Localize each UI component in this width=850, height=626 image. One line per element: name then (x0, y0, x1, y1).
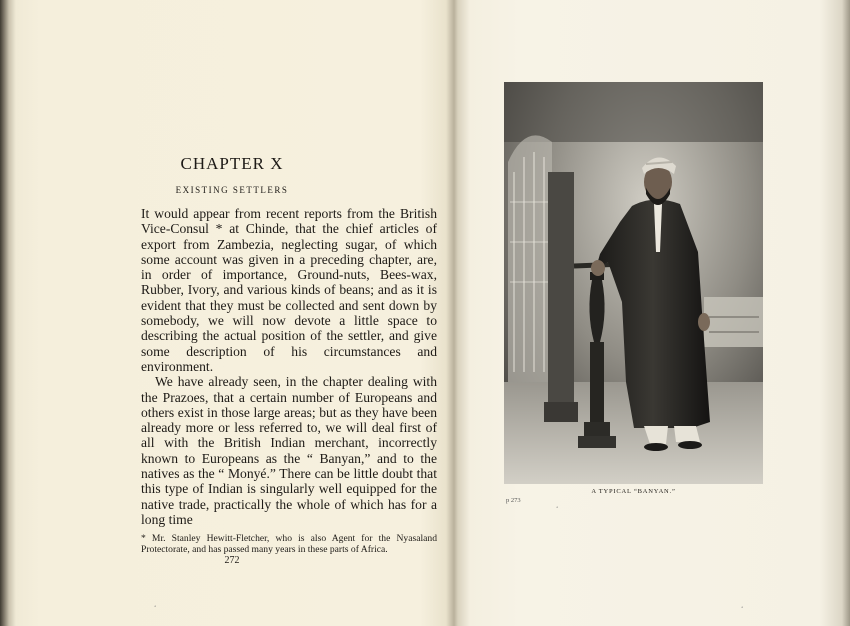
chapter-subtitle: EXISTING SETTLERS (175, 185, 289, 195)
portrait-photograph (504, 82, 763, 484)
page-number: 272 (224, 555, 240, 566)
left-page (12, 0, 452, 626)
photo-plate (504, 82, 763, 484)
margin-mark: ‘ (154, 604, 157, 612)
body-text (141, 206, 437, 527)
chapter-title: CHAPTER X (180, 154, 284, 173)
paragraph-1: It would appear from recent reports from the British Vice-Consul * at Chinde, that the chief articles of export from Zambezia, neglecting sugar, of which some account was given in a preceding chapter, are, in order of importance, Ground-nuts, Bees-wax, Rubber, Ivory, and various kinds of beans; and as it is evident that they must be collected and sent down by somebody, we will now devote a little space to describing the actual position of the settler, and give some description of his circumstances and environment. (141, 206, 437, 374)
plate-caption: A TYPICAL “BANYAN.” (591, 488, 676, 495)
margin-mark: ‘ (741, 605, 744, 613)
footnote: * Mr. Stanley Hewitt-Fletcher, who is also Agent for the Nyasaland Protectorate, and has passed many years in these parts of Africa. (141, 533, 437, 555)
margin-mark: ‘ (556, 505, 559, 513)
paragraph-2: We have already seen, in the chapter dealing with the Prazoes, that a certain number of Europeans and others exist in those large areas; but as they have been already more or less referred to, we will deal first of all with the British Indian merchant, incorrectly known to Europeans as the “ Banyan,” and to the natives as the “ Monyé.” There can be little doubt that this type of Indian is singularly well equipped for the native trade, practically the whole of which has for a long time (141, 374, 437, 527)
plate-reference: p 273 (506, 497, 521, 504)
right-page (458, 0, 850, 626)
